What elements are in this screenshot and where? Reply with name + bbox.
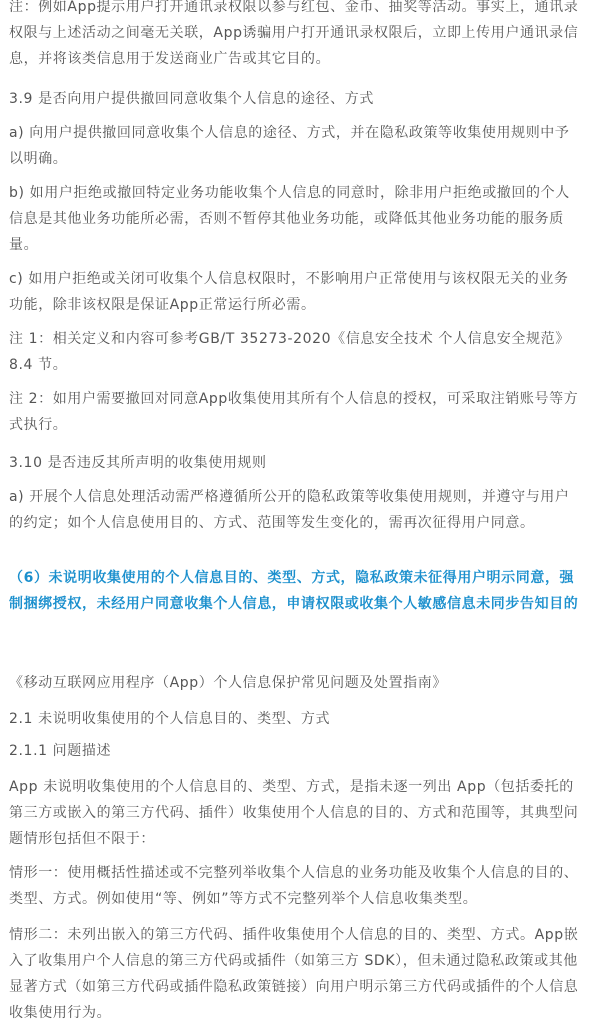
- note-2-paragraph: 注 2：如用户需要撤回对同意App收集使用其所有个人信息的授权，可采取注销账号等方式执行。: [9, 391, 579, 433]
- section-heading-2-1-1: 2.1.1 问题描述: [9, 743, 112, 759]
- problem-description-paragraph: App 未说明收集使用的个人信息目的、类型、方式，是指未逐一列出 App（包括委托的第三方或嵌入的第三方代码、插件）收集使用个人信息的目的、方式和范围等，其典型问题情形包括但不限于：: [9, 779, 579, 847]
- note-1-paragraph: 注 1：相关定义和内容可参考GB/T 35273-2020《信息安全技术 个人信息安全规范》8.4 节。: [9, 331, 570, 373]
- paragraph-3-9-b: b) 如用户拒绝或撤回特定业务功能收集个人信息的同意时，除非用户拒绝或撤回的个人信息是其他业务功能所必需，否则不暂停其他业务功能，或降低其他业务功能的服务质量。: [9, 185, 570, 253]
- section-heading-3-9: 3.9 是否向用户提供撤回同意收集个人信息的途径、方式: [9, 91, 374, 107]
- note-paragraph: 注：例如App提示用户打开通讯录权限以参与红包、金币、抽奖等活动。事实上，通讯录权限与上述活动之间毫无关联，App诱骗用户打开通讯录权限后，立即上传用户通讯录信息，并将该类信息用于发送商业广告或其它目的。: [9, 0, 579, 67]
- paragraph-3-10-a: a) 开展个人信息处理活动需严格遵循所公开的隐私政策等收集使用规则，并遵守与用户的约定；如个人信息使用目的、方式、范围等发生变化的，需再次征得用户同意。: [9, 489, 570, 531]
- paragraph-3-9-a: a) 向用户提供撤回同意收集个人信息的途径、方式，并在隐私政策等收集使用规则中予以明确。: [9, 125, 570, 167]
- case-two-paragraph: 情形二：未列出嵌入的第三方代码、插件收集使用个人信息的目的、类型、方式。App嵌入了收集用户个人信息的第三方代码或插件（如第三方 SDK），但未通过隐私政策或其他显著方式（如第三方代码或插件隐私政策链接）向用户明示第三方代码或插件的个人信息收集使用行为。: [9, 927, 579, 1021]
- section-heading-2-1: 2.1 未说明收集使用的个人信息目的、类型、方式: [9, 711, 331, 727]
- paragraph-3-9-c: c) 如用户拒绝或关闭可收集个人信息权限时，不影响用户正常使用与该权限无关的业务功能，除非该权限是保证App正常运行所必需。: [9, 271, 569, 313]
- section-heading-3-10: 3.10 是否违反其所声明的收集使用规则: [9, 455, 267, 471]
- highlighted-section-heading: （6）未说明收集使用的个人信息目的、类型、方式，隐私政策未征得用户明示同意，强制捆绑授权，未经用户同意收集个人信息，申请权限或收集个人敏感信息未同步告知目的: [9, 570, 579, 612]
- guide-title: 《移动互联网应用程序（App）个人信息保护常见问题及处置指南》: [9, 675, 447, 691]
- case-one-paragraph: 情形一：使用概括性描述或不完整列举收集个人信息的业务功能及收集个人信息的目的、类型、方式。例如使用“等、例如”等方式不完整列举个人信息收集类型。: [9, 865, 579, 907]
